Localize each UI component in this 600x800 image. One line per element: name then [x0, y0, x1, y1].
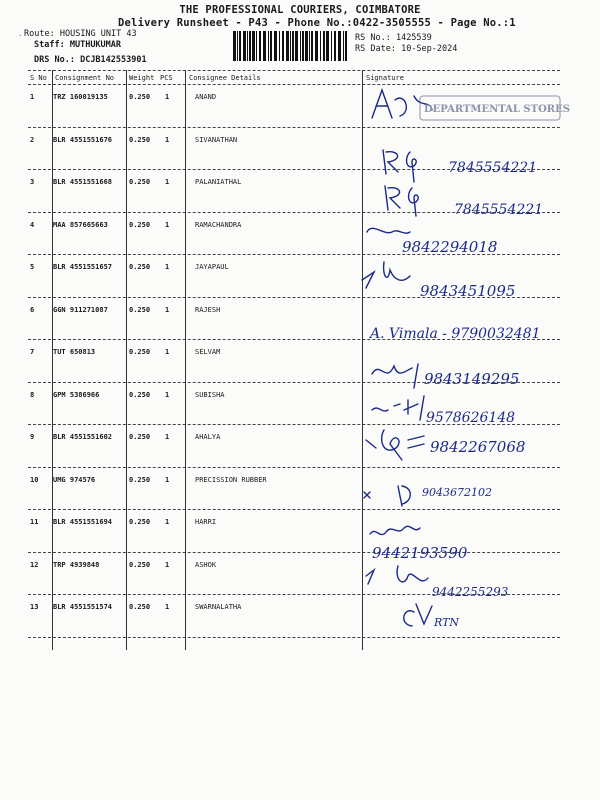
- cell-consignee: SUBISHA: [195, 390, 225, 399]
- cell-weight: 0.250: [129, 475, 151, 484]
- rs-no-label: RS No.:: [355, 33, 391, 43]
- signature-phone: 9442193590: [372, 544, 468, 562]
- cell-sno: 10: [30, 475, 39, 484]
- cell-consignment-no: BLR 4551551694: [53, 518, 113, 526]
- col-header-sno: S No: [30, 74, 47, 82]
- signature-scribble: [366, 430, 424, 460]
- barcode-bar: [237, 31, 238, 61]
- signature-scribble: [364, 486, 410, 506]
- cell-consignment-no: BLR 4551551657: [53, 263, 113, 271]
- signature-phone: 7845554221: [448, 160, 538, 176]
- cell-sno: 3: [30, 178, 35, 186]
- barcode-bar: [290, 31, 291, 61]
- cell-weight: 0.250: [129, 220, 151, 229]
- cell-weight: 0.250: [129, 263, 151, 271]
- cell-consignee: HARRI: [195, 518, 217, 526]
- cell-weight: 0.250: [129, 348, 151, 356]
- barcode-bar: [300, 31, 301, 61]
- row-rule: [28, 254, 560, 255]
- staff-label: Staff:: [34, 40, 65, 50]
- barcode-bar: [334, 31, 336, 61]
- barcode-bar: [259, 31, 261, 61]
- cell-sno: 4: [30, 220, 35, 229]
- cell-consignment-no: TRZ 160019135: [53, 93, 108, 101]
- cell-consignee: ASHOK: [195, 560, 217, 569]
- cell-pcs: 1: [165, 305, 170, 314]
- col-header-consignment: Consignment No: [55, 74, 115, 82]
- barcode-bar: [286, 31, 289, 61]
- signature-phone: 9843149295: [424, 370, 520, 388]
- cell-pcs: 1: [165, 263, 170, 271]
- row-rule: [28, 467, 560, 468]
- col-header-pcs: PCS: [160, 74, 173, 82]
- cell-weight: 0.250: [129, 560, 151, 569]
- signature-text: RTN: [434, 616, 460, 629]
- barcode-bar: [263, 31, 266, 61]
- cell-pcs: 1: [165, 390, 170, 399]
- stamp-text: DEPARTMENTAL STORES: [424, 104, 570, 115]
- signature-phone: 9842294018: [402, 238, 498, 256]
- barcode-bar: [331, 31, 332, 61]
- barcode-bar: [282, 31, 284, 61]
- cell-consignment-no: BLR 4551551668: [53, 178, 113, 186]
- cell-pcs: 1: [165, 178, 170, 186]
- row-rule: [28, 424, 560, 425]
- col-header-weight: Weight: [129, 74, 155, 82]
- signature-scribble: [367, 228, 410, 233]
- company-title: THE PROFESSIONAL COURIERS, COIMBATORE: [179, 4, 421, 16]
- stamp-frame: [420, 96, 560, 120]
- cell-consignee: AHALYA: [195, 433, 221, 441]
- cell-consignee: PRECISSION RUBBER: [195, 475, 267, 484]
- barcode-bar: [239, 31, 241, 61]
- cell-pcs: 1: [165, 433, 170, 441]
- barcode-bar: [252, 31, 255, 61]
- cell-weight: 0.250: [129, 93, 151, 101]
- cell-sno: 8: [30, 390, 35, 399]
- rs-date-label: RS Date:: [355, 44, 396, 54]
- cell-pcs: 1: [165, 475, 170, 484]
- signature-scribble: [366, 566, 428, 584]
- cell-pcs: 1: [165, 135, 170, 144]
- row-rule: [28, 297, 560, 298]
- barcode-bar: [311, 31, 313, 61]
- signature-scribble: [372, 90, 432, 118]
- cell-pcs: 1: [165, 220, 170, 229]
- barcode-bar: [345, 31, 347, 61]
- drs-field: [34, 55, 147, 65]
- barcode-bar: [343, 31, 344, 61]
- cell-consignee: SIVANATHAN: [195, 135, 238, 144]
- route-field: [24, 29, 137, 39]
- col-header-consignee: Consignee Details: [189, 74, 261, 82]
- row-rule: [28, 169, 560, 170]
- cell-weight: 0.250: [129, 305, 151, 314]
- cell-consignee: JAYAPAUL: [195, 263, 229, 271]
- cell-weight: 0.250: [129, 518, 151, 526]
- cell-consignee: RAJESH: [195, 305, 221, 314]
- barcode-bar: [323, 31, 325, 61]
- row-rule: [28, 212, 560, 213]
- cell-sno: 13: [30, 603, 39, 611]
- barcode-bar: [302, 31, 304, 61]
- barcode: [233, 31, 347, 61]
- cell-consignee: PALANIATHAL: [195, 178, 242, 186]
- row-rule: [28, 339, 560, 340]
- cell-consignee: SELVAM: [195, 348, 221, 356]
- signature-phone: 9843451095: [420, 282, 516, 300]
- rs-no-value: 1425539: [395, 33, 432, 43]
- cell-consignee: RAMACHANDRA: [195, 220, 242, 229]
- barcode-bar: [249, 31, 251, 61]
- signature-phone: 9578626148: [426, 410, 516, 426]
- cell-pcs: 1: [165, 560, 170, 569]
- col-divider: [126, 70, 127, 650]
- barcode-bar: [326, 31, 329, 61]
- barcode-bar: [268, 31, 269, 61]
- rs-no-field: [355, 33, 432, 43]
- cell-sno: 9: [30, 433, 35, 441]
- drs-label: DRS No.:: [34, 55, 75, 65]
- route-label: Route:: [24, 29, 55, 39]
- staff-field: [34, 40, 121, 50]
- cell-weight: 0.250: [129, 178, 151, 186]
- signature-scribble: [372, 396, 424, 420]
- row-rule: [28, 382, 560, 383]
- cell-pcs: 1: [165, 518, 170, 526]
- route-value: HOUSING UNIT 43: [59, 29, 137, 39]
- barcode-bar: [256, 31, 257, 61]
- barcode-bar: [279, 31, 280, 61]
- signature-initials: [383, 150, 416, 182]
- cell-pcs: 1: [165, 603, 170, 611]
- cell-weight: 0.250: [129, 603, 151, 611]
- cell-sno: 6: [30, 305, 35, 314]
- cell-consignee: ANAND: [195, 93, 217, 101]
- barcode-bar: [274, 31, 277, 61]
- row-rule: [28, 637, 560, 638]
- cell-sno: 7: [30, 348, 35, 356]
- cell-weight: 0.250: [129, 433, 151, 441]
- barcode-bar: [320, 31, 321, 61]
- cell-consignment-no: UMG 974576: [53, 475, 96, 484]
- table-top-rule: [28, 70, 560, 71]
- signature-scribble: [362, 262, 410, 288]
- cell-consignment-no: GPM 5386966: [53, 390, 100, 399]
- row-rule: [28, 552, 560, 553]
- drs-value: DCJB142553901: [80, 55, 147, 65]
- cell-pcs: 1: [165, 348, 170, 356]
- barcode-bar: [233, 31, 236, 61]
- margin-mark: ·: [18, 31, 23, 40]
- signature-phone: 7845554221: [454, 202, 544, 218]
- cell-consignment-no: GGN 911271087: [53, 305, 108, 314]
- barcode-bar: [295, 31, 298, 61]
- barcode-bar: [305, 31, 308, 61]
- cell-weight: 0.250: [129, 135, 151, 144]
- signature-scribble: [404, 604, 432, 626]
- cell-consignee: SWARNALATHA: [195, 603, 242, 611]
- cell-consignment-no: TUT 650813: [53, 348, 96, 356]
- barcode-bar: [315, 31, 318, 61]
- runsheet-title: Delivery Runsheet - P43 - Phone No.:0422-3505555 - Page No.:1: [118, 17, 516, 29]
- cell-sno: 2: [30, 135, 35, 144]
- signature-phone: 9842267068: [430, 438, 526, 456]
- cell-weight: 0.250: [129, 390, 151, 399]
- col-divider: [185, 70, 186, 650]
- barcode-bar: [338, 31, 341, 61]
- cell-consignment-no: BLR 4551551676: [53, 135, 113, 144]
- barcode-bar: [309, 31, 310, 61]
- cell-pcs: 1: [165, 93, 170, 101]
- rs-date-value: 10-Sep-2024: [401, 44, 458, 54]
- row-rule: [28, 594, 560, 595]
- barcode-bar: [247, 31, 248, 61]
- signature-phone: 9442255293: [432, 585, 509, 599]
- signature-name-phone: A. Vimala - 9790032481: [370, 326, 541, 342]
- barcode-bar: [270, 31, 272, 61]
- col-divider: [362, 70, 363, 650]
- signature-phone: 9043672102: [422, 486, 492, 499]
- header-bottom-rule: [28, 84, 560, 85]
- barcode-bar: [243, 31, 246, 61]
- cell-sno: 5: [30, 263, 35, 271]
- signature-scribble: [370, 526, 420, 534]
- cell-sno: 12: [30, 560, 39, 569]
- signature-scribble: [372, 364, 418, 388]
- barcode-bar: [292, 31, 294, 61]
- cell-consignment-no: BLR 4551551602: [53, 433, 113, 441]
- cell-sno: 1: [30, 93, 35, 101]
- cell-sno: 11: [30, 518, 39, 526]
- col-header-signature: Signature: [366, 74, 404, 82]
- row-rule: [28, 509, 560, 510]
- cell-consignment-no: TRP 4939848: [53, 560, 100, 569]
- cell-consignment-no: MAA 857665663: [53, 220, 108, 229]
- cell-consignment-no: BLR 4551551574: [53, 603, 113, 611]
- rs-date-field: [355, 44, 457, 54]
- row-rule: [28, 127, 560, 128]
- staff-value: MUTHUKUMAR: [69, 40, 122, 50]
